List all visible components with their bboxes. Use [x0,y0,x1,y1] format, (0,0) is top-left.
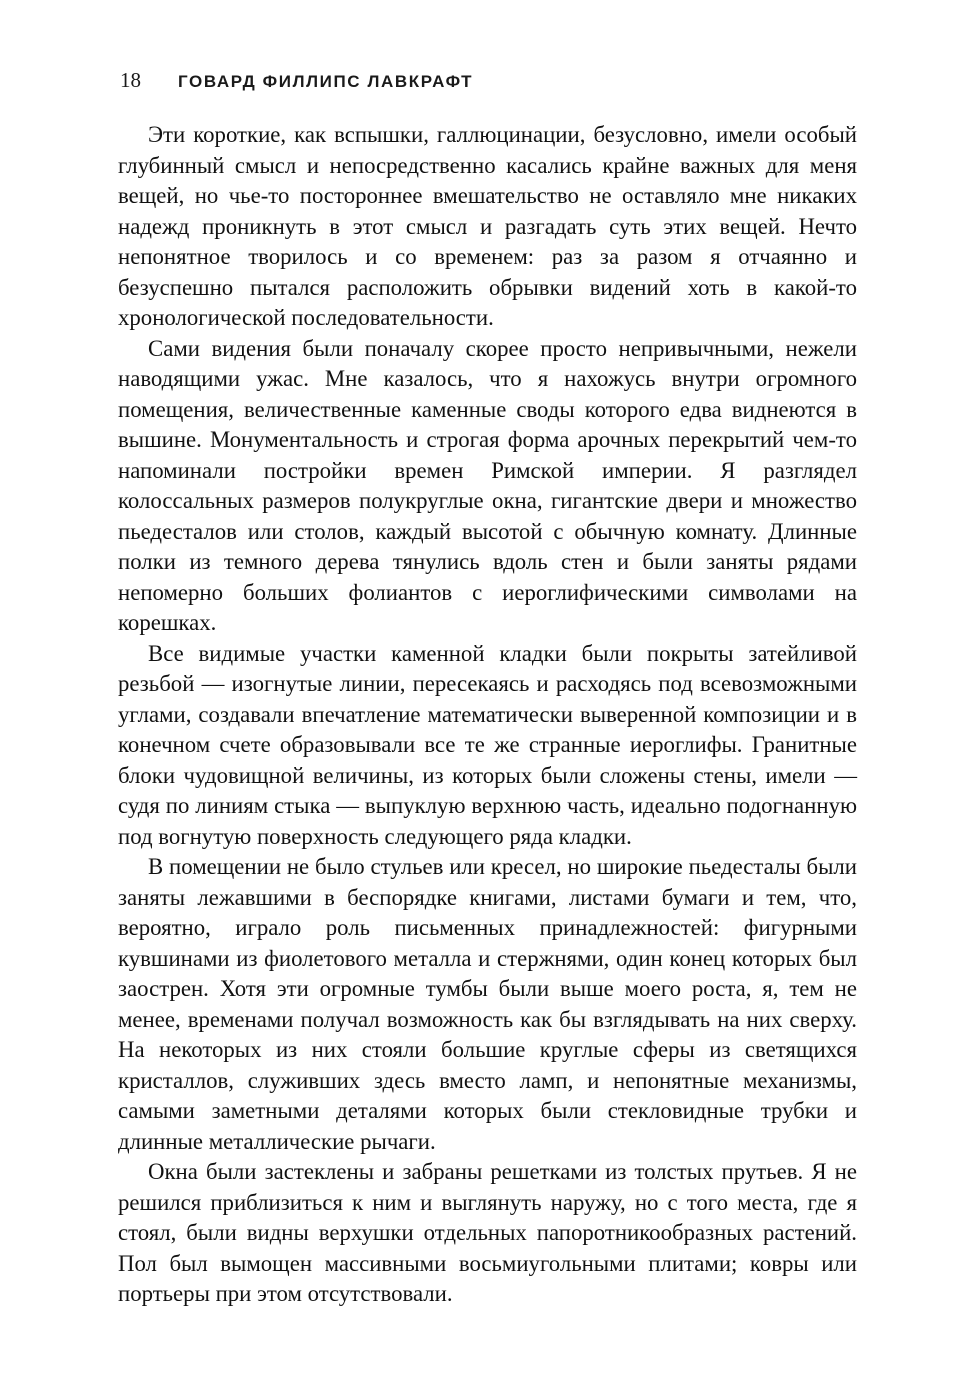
running-header [120,68,473,93]
body-text [118,120,857,1310]
paragraph: Эти короткие, как вспышки, галлюцинации, безусловно, имели особый глубинный смысл и непосредственно касались крайне важных для меня вещей, но чье-то постороннее вмешательство не оставляло мне никаких надежд проникнуть в этот смысл и разгадать суть этих вещей. Нечто непонятное творилось и со временем: раз за разом я отчаянно и безуспешно пытался расположить обрывки видений хоть в какой-то хронологической последовательности. [118,122,857,330]
page-number: 18 [120,68,141,92]
paragraph: Сами видения были поначалу скорее просто непривычными, нежели наводящими ужас. Мне казалось, что я нахожусь внутри огромного помещения, величественные каменные своды которого едва виднеются в вышине. Монументальность и строгая форма арочных перекрытий чем-то напоминали постройки времен Римской империи. Я разглядел колоссальных размеров полукруглые окна, гигантские двери и множество пьедесталов или столов, каждый высотой с обычную комнату. Длинные полки из темного дерева тянулись вдоль стен и были заняты рядами непомерно больших фолиантов с иероглифическими символами на корешках. [118,335,857,635]
author-name: ГОВАРД ФИЛЛИПС ЛАВКРАФТ [178,72,474,91]
paragraph: Все видимые участки каменной кладки были покрыты затейливой резьбой — изогнутые линии, пересекаясь и расходясь под всевозможными углами, создавали впечатление математически выверенной композиции и в конечном счете образовывали все те же странные иероглифы. Гранитные блоки чудовищной величины, из которых были сложены стены, имели — судя по линиям стыка — выпуклую верхнюю часть, идеально подогнанную под вогнутую поверхность следующего ряда кладки. [118,640,857,849]
paragraph: В помещении не было стульев или кресел, но широкие пьедесталы были заняты лежавшими в беспорядке книгами, листами бумаги и тем, что, вероятно, играло роль письменных принадлежностей: фигурными кувшинами из фиолетового металла и стержнями, один конец которых был заострен. Хотя эти огромные тумбы были выше моего роста, я, тем не менее, временами получал возможность как бы взглядывать на них сверху. На некоторых из них стояли большие круглые сферы из светящихся кристаллов, служивших здесь вместо ламп, и непонятные механизмы, самыми заметными деталями которых были стекловидные трубки и длинные металлические рычаги. [118,854,857,1154]
paragraph: Окна были застеклены и забраны решетками из толстых прутьев. Я не решился приблизиться к ним и выглянуть наружу, но с того места, где я стоял, были видны верхушки отдельных папоротникообразных растений. Пол был вымощен массивными восьмиугольными плитами; ковры или портьеры при этом отсутствовали. [118,1159,857,1306]
